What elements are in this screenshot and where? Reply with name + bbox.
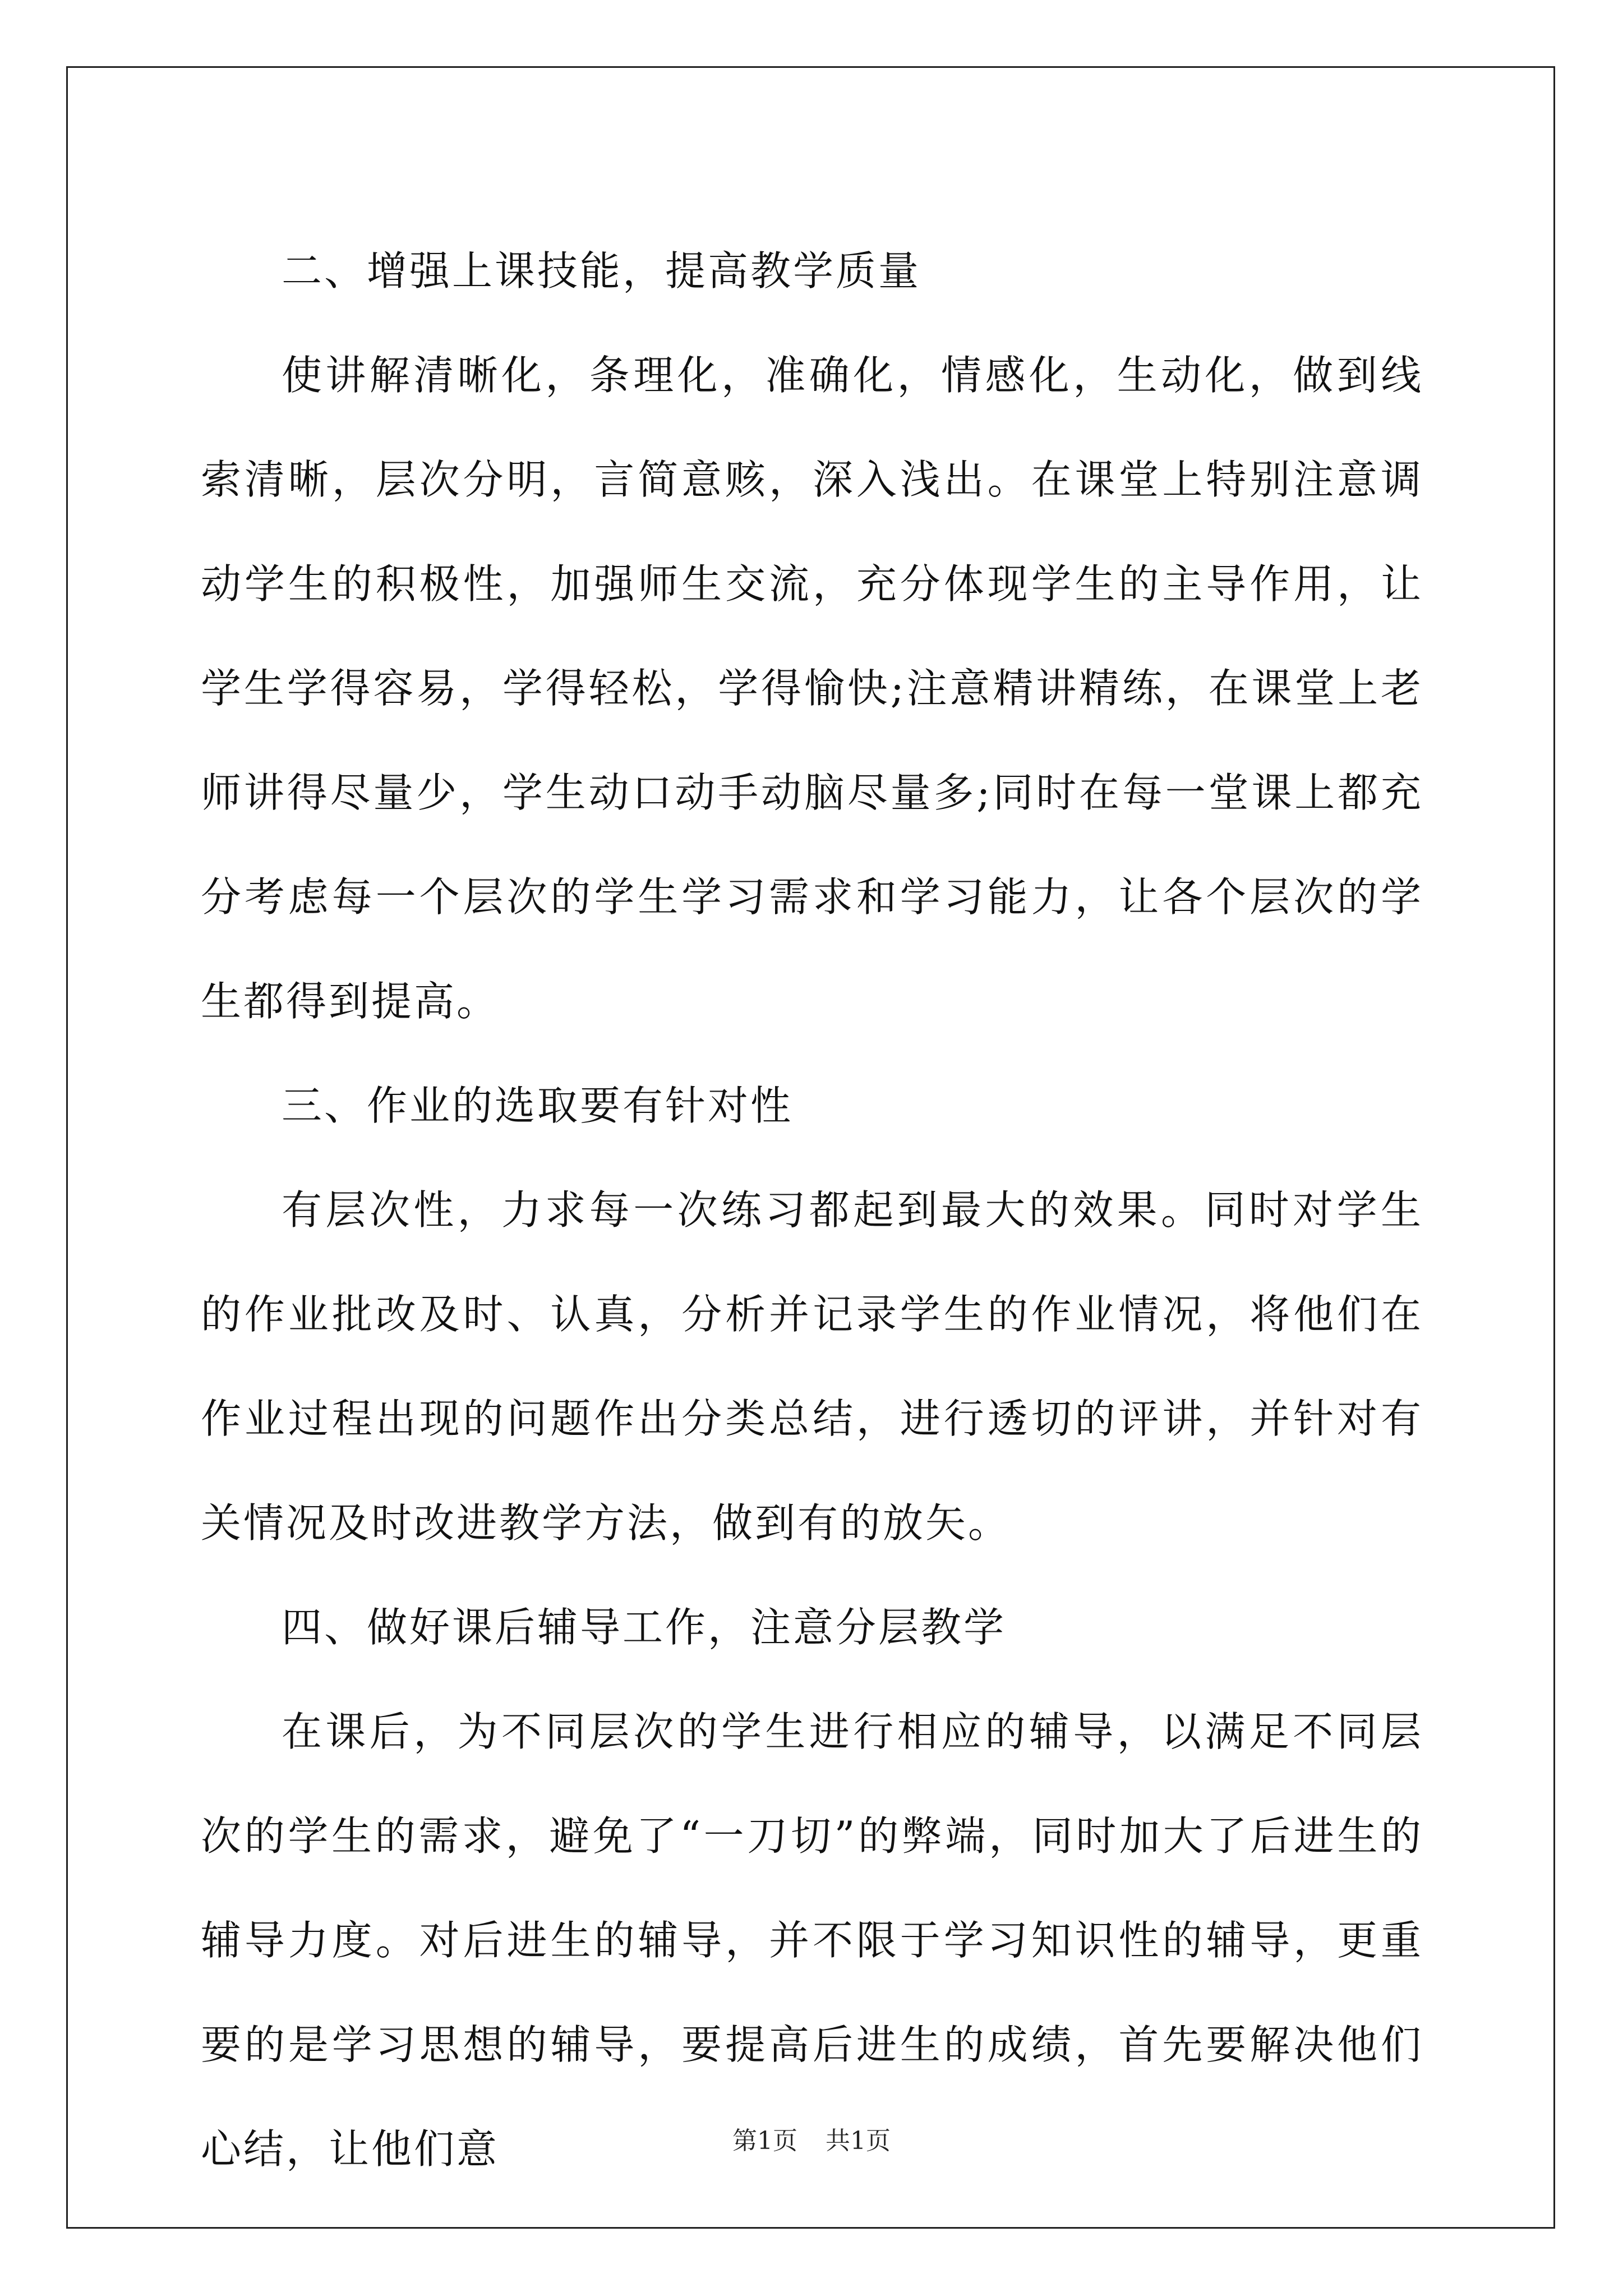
document-body [201,219,1423,2201]
page-footer [0,2120,1623,2156]
section-paragraph: 在课后，为不同层次的学生进行相应的辅导，以满足不同层次的学生的需求，避免了“一刀切”的弊端，同时加大了后进生的辅导力度。对后进生的辅导，并不限于学习知识性的辅导，更重要的是学习思想的辅导，要提高后进生的成绩，首先要解决他们心结，让他们意 [201,1708,1423,2173]
section-paragraph: 使讲解清晰化，条理化，准确化，情感化，生动化，做到线索清晰，层次分明，言简意赅，深入浅出。在课堂上特别注意调动学生的积极性，加强师生交流，充分体现学生的主导作用，让学生学得容易，学得轻松，学得愉快;注意精讲精练，在课堂上老师讲得尽量少，学生动口动手动脑尽量多;同时在每一堂课上都充分考虑每一个层次的学生学习需求和学习能力，让各个层次的学生都得到提高。 [201,352,1423,1025]
section-heading: 四、做好课后辅导工作，注意分层教学 [282,1604,1007,1651]
page-total: 共1页 [826,2127,891,2155]
section-heading: 二、增强上课技能，提高教学质量 [282,247,921,295]
page-number: 第1页 [732,2127,797,2155]
section-paragraph: 有层次性，力求每一次练习都起到最大的效果。同时对学生的作业批改及时、认真，分析并记录学生的作业情况，将他们在作业过程出现的问题作出分类总结，进行透切的评讲，并针对有关情况及时改进教学方法，做到有的放矢。 [201,1186,1423,1547]
section-heading: 三、作业的选取要有针对性 [282,1082,794,1129]
